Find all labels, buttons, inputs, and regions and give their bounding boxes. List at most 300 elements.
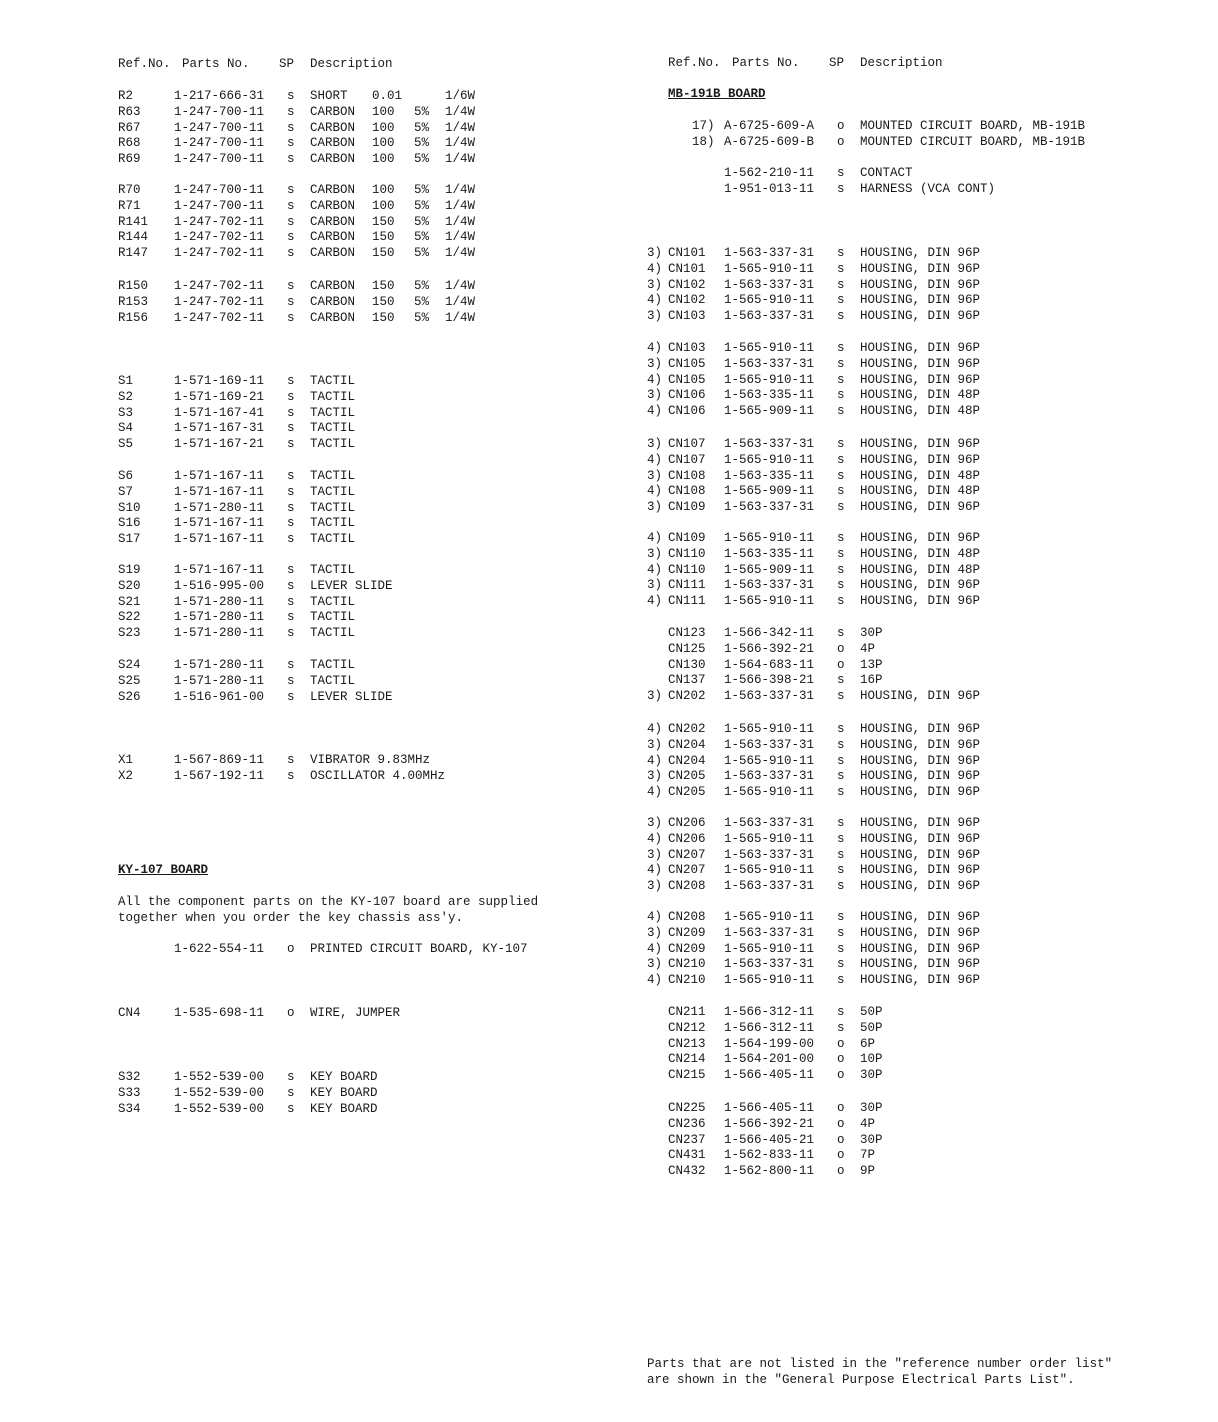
misc-part-row [668,181,1148,197]
description: TACTIL [310,673,356,688]
ref-no: S2 [118,389,134,404]
sp-code: s [837,182,845,196]
part-row [118,245,598,261]
part-number: 1-565-909-11 [724,562,815,577]
value: 100 [372,120,395,135]
parts-no-heading: Parts No. [182,57,250,71]
tolerance: 5% [414,310,430,325]
sp-code: s [837,831,845,846]
tolerance: 5% [414,152,430,167]
description: TACTIL [310,610,356,625]
power-rating: 1/4W [445,230,476,245]
connector-row [647,909,1147,925]
part-number: 1-563-337-31 [724,957,815,972]
part-row [118,405,598,421]
ky107-key-row [118,1085,598,1101]
part-number: 1-516-995-00 [174,578,265,593]
sp-heading: SP [279,57,295,71]
part-row [118,657,598,673]
description: HOUSING, DIN 96P [860,356,981,371]
description: TACTIL [310,389,356,404]
part-number: 1-535-698-11 [174,1006,265,1020]
part-number: 1-565-910-11 [724,293,815,308]
power-rating: 1/4W [445,183,476,197]
ky107-note-line-2: together when you order the key chassis ass'y. [118,911,464,925]
part-number: 1-247-702-11 [174,230,265,245]
connector-row [647,1100,1147,1116]
part-number: 1-247-700-11 [174,136,265,151]
sp-code: s [287,673,295,688]
connector-row [647,356,1147,372]
part-number: 1-563-337-31 [724,277,815,292]
part-number: 1-565-910-11 [724,341,815,355]
ref-no: CN108 [668,484,706,499]
sp-code: s [287,89,295,103]
description: CONTACT [860,166,913,180]
part-number: 1-565-909-11 [724,484,815,499]
ref-no: S25 [118,673,141,688]
description: TACTIL [310,374,356,388]
part-number: 1-571-167-41 [174,405,265,420]
part-number: 1-563-337-31 [724,737,815,752]
note-prefix: 18) [692,135,715,149]
value: 100 [372,183,395,197]
sp-code: s [287,753,295,767]
sp-code: s [837,722,845,736]
part-number: 1-566-405-11 [724,1068,815,1083]
part-number: 1-247-702-11 [174,310,265,325]
ref-no: R141 [118,214,149,229]
note-prefix: 3) [647,847,663,862]
connector-row [647,499,1147,515]
part-number: 1-566-392-21 [724,1116,815,1131]
sp-code: o [837,1116,845,1131]
ref-no: CN207 [668,847,706,862]
part-number: 1-951-013-11 [724,182,815,196]
sp-code: o [837,1052,845,1067]
description: HOUSING, DIN 96P [860,769,981,784]
sp-code: s [287,768,295,783]
part-number: 1-563-337-31 [724,847,815,862]
description: CARBON [310,214,356,229]
part-number: 1-565-910-11 [724,753,815,768]
part-row [118,768,598,784]
tolerance: 5% [414,279,430,293]
note-prefix: 4) [647,372,663,387]
sp-code: s [287,484,295,499]
ref-no: R70 [118,183,141,197]
part-number: 1-565-910-11 [724,722,815,736]
description: OSCILLATOR 4.00MHz [310,768,446,783]
connector-row [647,925,1147,941]
part-number: A-6725-609-B [724,135,815,149]
description: HOUSING, DIN 96P [860,910,981,924]
ref-no: CN101 [668,261,706,276]
value: 100 [372,104,395,119]
description: HOUSING, DIN 96P [860,753,981,768]
sp-code: s [837,546,845,561]
sp-code: s [287,152,295,167]
power-rating: 1/4W [445,136,476,151]
description: 30P [860,626,883,640]
connector-row [647,657,1147,673]
description: HOUSING, DIN 96P [860,437,981,451]
ref-no: CN111 [668,578,706,593]
value: 150 [372,246,395,261]
sp-code: s [837,863,845,878]
ref-no: CN225 [668,1101,706,1115]
note-prefix: 17) [692,119,715,133]
note-prefix: 3) [647,246,663,260]
ref-no: R144 [118,230,149,245]
sp-code: s [287,136,295,151]
ref-no: CN432 [668,1164,706,1179]
ref-no: S10 [118,500,141,515]
part-row [118,182,598,198]
ref-no: R67 [118,120,141,135]
part-number: 1-565-910-11 [724,785,815,800]
ref-no: CN213 [668,1036,706,1051]
description: MOUNTED CIRCUIT BOARD, MB-191B [860,119,1086,133]
sp-code: s [837,941,845,956]
part-number: 1-563-337-31 [724,879,815,894]
value: 150 [372,310,395,325]
connector-row [647,1051,1147,1067]
sp-code: s [287,689,295,704]
part-number: 1-247-702-11 [174,279,265,293]
ref-no: CN103 [668,341,706,355]
sp-code: s [287,610,295,625]
part-number: 1-552-539-00 [174,1070,265,1084]
connector-row [647,1147,1147,1163]
ref-no: S24 [118,658,141,672]
part-row [118,198,598,214]
tolerance: 5% [414,230,430,245]
connector-row [647,340,1147,356]
connector-row [647,737,1147,753]
sp-code: s [837,309,845,324]
description: HOUSING, DIN 96P [860,531,981,545]
sp-code: s [837,925,845,940]
part-number: 1-565-910-11 [724,941,815,956]
part-number: 1-563-337-31 [724,578,815,593]
note-prefix: 3) [647,277,663,292]
sp-code: o [837,119,845,133]
power-rating: 1/6W [445,89,476,103]
description: HOUSING, DIN 96P [860,973,981,988]
sp-code: o [837,641,845,656]
part-number: 1-563-335-11 [724,388,815,403]
sp-code: s [837,437,845,451]
description: HOUSING, DIN 96P [860,372,981,387]
part-number: 1-571-280-11 [174,500,265,515]
description: HOUSING, DIN 96P [860,293,981,308]
part-number: 1-562-833-11 [724,1148,815,1163]
power-rating: 1/4W [445,294,476,309]
ref-no: S26 [118,689,141,704]
description: HOUSING, DIN 96P [860,879,981,894]
sp-code: s [837,973,845,988]
ref-no: CN214 [668,1052,706,1067]
part-number: 1-247-700-11 [174,104,265,119]
power-rating: 1/4W [445,214,476,229]
tolerance: 5% [414,183,430,197]
description: HOUSING, DIN 96P [860,500,981,515]
description-heading: Description [860,56,943,70]
description: HOUSING, DIN 96P [860,309,981,324]
part-number: 1-563-337-31 [724,246,815,260]
value: 100 [372,198,395,213]
note-prefix: 4) [647,973,663,988]
ref-no: CN202 [668,722,706,736]
ky107-key-row [118,1101,598,1117]
sp-code: s [837,356,845,371]
note-prefix: 3) [647,546,663,561]
value: 150 [372,230,395,245]
connector-row [647,753,1147,769]
description: 50P [860,1005,883,1019]
value: 100 [372,136,395,151]
connector-row [647,941,1147,957]
ref-no: S22 [118,610,141,625]
note-prefix: 4) [647,341,663,355]
ref-no: S1 [118,374,134,388]
part-number: 1-564-683-11 [724,657,815,672]
part-number: 1-563-335-11 [724,546,815,561]
sp-code: o [837,1068,845,1083]
sp-code: s [837,753,845,768]
ref-no: CN208 [668,910,706,924]
connector-row [647,593,1147,609]
ref-no: S33 [118,1086,141,1100]
ref-no: S20 [118,578,141,593]
ref-no: CN4 [118,1006,141,1020]
sp-heading: SP [829,56,845,70]
note-prefix: 3) [647,578,663,593]
part-number: 1-563-335-11 [724,468,815,483]
description: TACTIL [310,658,356,672]
part-row [118,500,598,516]
part-row [118,562,598,578]
sp-code: s [837,562,845,577]
part-number: 1-571-280-11 [174,658,265,672]
description: HOUSING, DIN 96P [860,578,981,593]
note-prefix: 4) [647,910,663,924]
part-number: 1-247-702-11 [174,294,265,309]
ref-no: R68 [118,136,141,151]
description: CARBON [310,279,356,293]
part-number: 1-552-539-00 [174,1102,265,1116]
sp-code: s [287,374,295,388]
sp-code: o [287,942,295,956]
sp-code: s [287,405,295,420]
sp-code: s [287,626,295,641]
sp-code: s [837,626,845,640]
ref-no: CN208 [668,879,706,894]
sp-code: o [837,1132,845,1147]
value: 150 [372,294,395,309]
part-number: 1-571-167-31 [174,421,265,436]
description: HOUSING, DIN 96P [860,737,981,752]
left-table-header [118,56,598,72]
connector-row [647,625,1147,641]
sp-code: s [837,910,845,924]
ky107-key-row [118,1069,598,1085]
note-prefix: 3) [647,356,663,371]
connector-row [647,831,1147,847]
ref-no: CN111 [668,594,706,609]
description: TACTIL [310,421,356,436]
part-row [118,752,598,768]
part-row [118,594,598,610]
part-number: 1-565-910-11 [724,910,815,924]
part-number: 1-565-910-11 [724,531,815,545]
part-number: 1-565-910-11 [724,594,815,609]
ref-no: CN105 [668,356,706,371]
description: CARBON [310,198,356,213]
part-number: 1-571-169-21 [174,389,265,404]
note-prefix: 4) [647,831,663,846]
part-number: 1-247-700-11 [174,183,265,197]
sp-code: s [287,294,295,309]
sp-code: s [837,594,845,609]
part-row [118,135,598,151]
note-prefix: 3) [647,437,663,451]
connector-row [647,468,1147,484]
ref-no: CN130 [668,657,706,672]
part-row [118,436,598,452]
ref-no: CN236 [668,1116,706,1131]
ref-no: CN215 [668,1068,706,1083]
part-number: 1-571-167-21 [174,437,265,452]
part-number: 1-567-869-11 [174,753,265,767]
sp-code: o [287,1006,295,1020]
sp-code: s [287,214,295,229]
connector-row [647,641,1147,657]
ky107-cn4-row [118,1005,598,1021]
part-number: 1-571-280-11 [174,673,265,688]
mounted-board-row [668,118,1148,134]
description: 10P [860,1052,883,1067]
sp-code: s [287,578,295,593]
description: CARBON [310,310,356,325]
note-prefix: 4) [647,293,663,308]
ref-no: CN206 [668,816,706,830]
ref-no: R156 [118,310,149,325]
ref-no: CN123 [668,626,706,640]
mounted-board-row [668,134,1148,150]
ref-no: CN110 [668,562,706,577]
part-row [118,373,598,389]
part-number: 1-564-201-00 [724,1052,815,1067]
part-row [118,689,598,705]
part-number: 1-571-167-11 [174,532,265,547]
sp-code: s [287,500,295,515]
ref-no: CN110 [668,546,706,561]
part-number: 1-563-337-31 [724,309,815,324]
part-number: 1-563-337-31 [724,769,815,784]
connector-row [647,1004,1147,1020]
description: CARBON [310,246,356,261]
description: 13P [860,657,883,672]
part-number: 1-563-337-31 [724,816,815,830]
part-number: 1-571-167-11 [174,484,265,499]
sp-code: s [837,957,845,972]
ref-no-heading: Ref.No. [668,56,721,70]
description: 30P [860,1132,883,1147]
connector-row [647,277,1147,293]
ref-no: CN209 [668,925,706,940]
part-row [118,229,598,245]
description: MOUNTED CIRCUIT BOARD, MB-191B [860,135,1086,149]
description: 4P [860,1116,876,1131]
connector-row [647,956,1147,972]
part-number: 1-571-280-11 [174,626,265,641]
part-number: 1-247-702-11 [174,246,265,261]
description: CARBON [310,294,356,309]
ref-no: S4 [118,421,134,436]
connector-row [647,784,1147,800]
connector-row [647,721,1147,737]
power-rating: 1/4W [445,310,476,325]
description: HOUSING, DIN 96P [860,957,981,972]
ref-no: CN106 [668,388,706,403]
part-number: 1-571-167-11 [174,516,265,531]
ref-no: S7 [118,484,134,499]
note-prefix: 4) [647,261,663,276]
description: HOUSING, DIN 48P [860,388,981,403]
connector-row [647,546,1147,562]
power-rating: 1/4W [445,198,476,213]
power-rating: 1/4W [445,152,476,167]
connector-row [647,1067,1147,1083]
ref-no: R63 [118,104,141,119]
connector-row [647,403,1147,419]
description: TACTIL [310,469,356,483]
sp-code: s [837,578,845,593]
ref-no: R153 [118,294,149,309]
description: TACTIL [310,484,356,499]
part-row [118,310,598,326]
connector-row [647,1036,1147,1052]
note-prefix: 3) [647,925,663,940]
description: TACTIL [310,516,356,531]
part-number: 1-565-910-11 [724,372,815,387]
ref-no: CN105 [668,372,706,387]
sp-code: s [837,879,845,894]
description: 4P [860,641,876,656]
sp-code: s [837,372,845,387]
connector-row [647,1020,1147,1036]
connector-row [647,688,1147,704]
description: KEY BOARD [310,1070,378,1084]
part-row [118,88,598,104]
tolerance: 5% [414,246,430,261]
connector-row [647,562,1147,578]
ref-no: CN137 [668,673,706,688]
value: 100 [372,152,395,167]
part-number: 1-622-554-11 [174,942,265,956]
ref-no: S19 [118,563,141,577]
connector-row [647,436,1147,452]
description: 30P [860,1101,883,1115]
sp-code: s [287,1102,295,1116]
tolerance: 5% [414,294,430,309]
note-prefix: 4) [647,785,663,800]
part-number: 1-563-337-31 [724,437,815,451]
ky107-note-line-1: All the component parts on the KY-107 board are supplied [118,895,539,909]
sp-code: s [837,452,845,467]
